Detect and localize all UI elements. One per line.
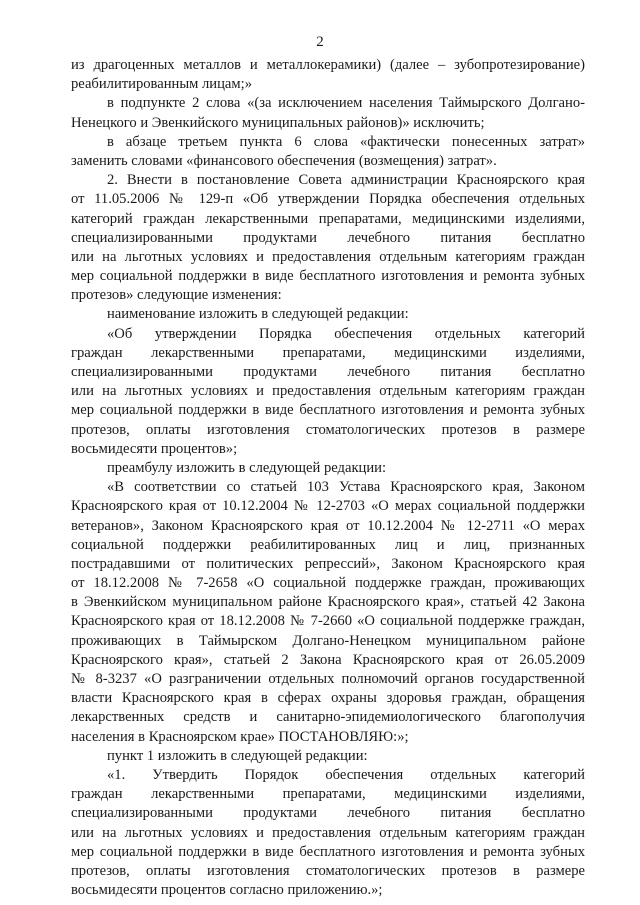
text-line: Красноярского края от 10.12.2004 № 12-2703 «О мерах социальной поддержки xyxy=(71,498,585,515)
text-line: в Эвенкийском муниципальном районе Красноярского края», статьей 42 Закона xyxy=(71,594,585,611)
text-line: наименование изложить в следующей редакции: xyxy=(107,306,409,323)
text-line: ветеранов», Законом Красноярского края от 10.12.2004 № 12-2711 «О мерах xyxy=(71,517,585,534)
text-line: от 18.12.2008 № 7-2658 «О социальной поддержке граждан, проживающих xyxy=(71,575,585,592)
text-line: специализированными продуктами лечебного питания бесплатно xyxy=(71,229,585,246)
text-line: специализированными продуктами лечебного питания бесплатно xyxy=(71,364,585,380)
text-line: лекарственных средств и санитарно-эпидемиологического благополучия xyxy=(71,709,585,726)
text-line: мер социальной поддержки в виде бесплатного изготовления и ремонта зубных xyxy=(71,843,585,860)
text-line: протезов, оплаты изготовления стоматологических протезов в размере xyxy=(71,862,585,879)
text-line: граждан лекарственными препаратами, медицинскими изделиями, xyxy=(71,786,585,803)
text-line: Красноярского края», статьей 2 Закона Красноярского края от 26.05.2009 xyxy=(71,651,585,668)
text-line: «В соответствии со статьей 103 Устава Красноярского края, Законом xyxy=(107,479,585,496)
text-line: населения в Красноярском крае» ПОСТАНОВЛЯЮ:»; xyxy=(71,728,409,745)
text-line: 2. Внести в постановление Совета администрации Красноярского края xyxy=(107,172,585,189)
text-line: в абзаце третьем пункта 6 слова «фактически понесенных затрат» xyxy=(107,133,585,150)
text-line: преамбулу изложить в следующей редакции: xyxy=(107,459,387,476)
text-line: специализированными продуктами лечебного питания бесплатно xyxy=(71,805,585,822)
text-line: мер социальной поддержки в виде бесплатного изготовления и ремонта зубных xyxy=(71,402,585,419)
text-line: или на льготных условиях и предоставления отдельным категориям граждан xyxy=(71,824,585,841)
document-body xyxy=(71,56,585,900)
text-line: в подпункте 2 слова «(за исключением населения Таймырского Долгано- xyxy=(107,95,585,112)
text-line: власти Красноярского края в сферах охраны здоровья граждан, обращения xyxy=(71,690,585,707)
text-line: или на льготных условиях и предоставления отдельным категориям граждан xyxy=(71,383,585,400)
text-line: «1. Утвердить Порядок обеспечения отдельных категорий xyxy=(107,766,585,783)
text-line: пострадавшими от политических репрессий», Законом Красноярского края xyxy=(71,555,585,572)
text-line: пункт 1 изложить в следующей редакции: xyxy=(107,747,368,764)
text-line: проживающих в Таймырском Долгано-Ненецком муниципальном районе xyxy=(71,632,585,649)
text-line: мер социальной поддержки в виде бесплатного изготовления и ремонта зубных xyxy=(71,268,585,285)
text-line: протезов» следующие изменения: xyxy=(71,287,282,304)
text-line: «Об утверждении Порядка обеспечения отдельных категорий xyxy=(107,325,585,342)
text-line: Ненецкого и Эвенкийского муниципальных районов)» исключить; xyxy=(71,114,485,131)
text-line: реабилитированным лицам;» xyxy=(71,76,252,93)
text-line: протезов, оплаты изготовления стоматологических протезов в размере xyxy=(71,421,585,438)
text-line: граждан лекарственными препаратами, медицинскими изделиями, xyxy=(71,344,585,361)
text-line: социальной поддержки реабилитированных лиц и лиц, признанных xyxy=(71,536,585,553)
text-line: заменить словами «финансового обеспечения (возмещения) затрат». xyxy=(71,152,497,169)
page-number: 2 xyxy=(316,34,324,50)
text-line: восьмидесяти процентов»; xyxy=(71,440,238,457)
text-line: от 11.05.2006 № 129-п «Об утверждении Порядка обеспечения отдельных xyxy=(71,191,585,208)
text-line: № 8-3237 «О разграничении отдельных полномочий органов государственной xyxy=(71,671,585,687)
text-line: или на льготных условиях и предоставления отдельным категориям граждан xyxy=(71,248,585,265)
text-line: восьмидесяти процентов согласно приложению.»; xyxy=(71,882,383,899)
text-line: из драгоценных металлов и металлокерамики) (далее – зубопротезирование) xyxy=(71,57,585,73)
text-line: категорий граждан лекарственными препаратами, медицинскими изделиями, xyxy=(71,210,585,227)
text-line: Красноярского края от 18.12.2008 № 7-2660 «О социальной поддержке граждан, xyxy=(71,613,585,630)
